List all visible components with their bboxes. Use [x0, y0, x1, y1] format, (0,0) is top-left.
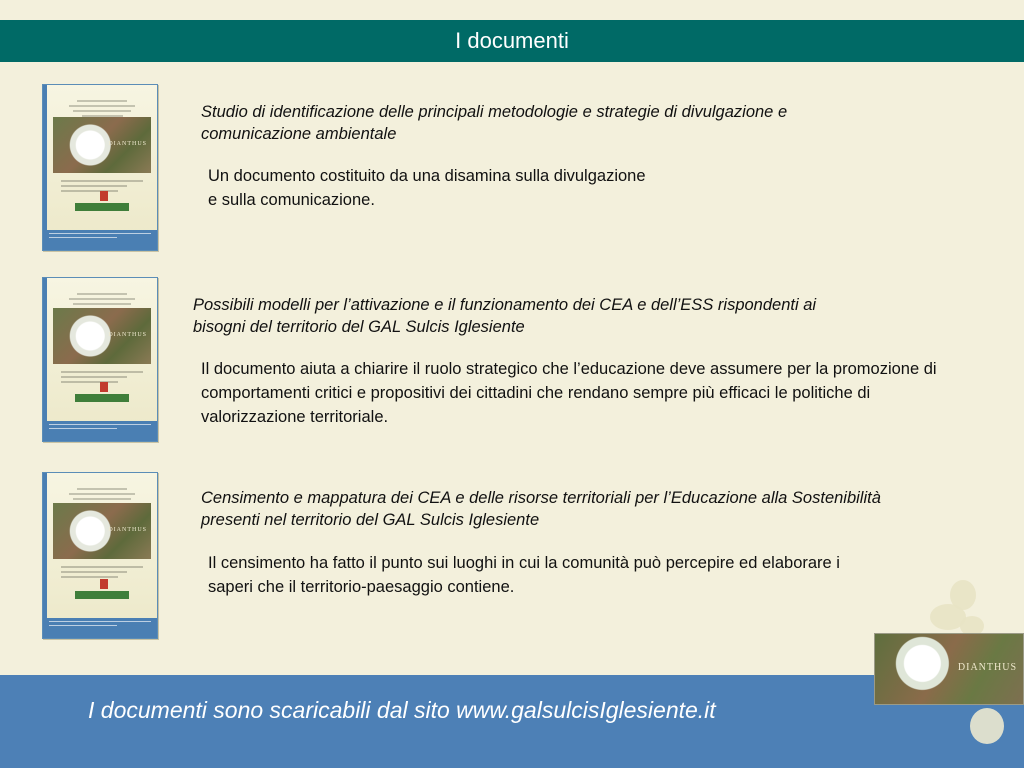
document-cover-1[interactable]	[42, 84, 158, 251]
document-cover-2[interactable]	[42, 277, 158, 442]
petal-decoration	[970, 708, 1004, 744]
dianthus-brand: DIANTHUS	[957, 662, 1017, 673]
document-title-1: Studio di identificazione delle principali metodologie e strategie di divulgazione e comunicazione ambientale	[201, 103, 788, 143]
cover-brand: DIANTHUS	[108, 141, 147, 147]
dianthus-image	[874, 633, 1024, 705]
document-cover-3[interactable]	[42, 472, 158, 639]
cover-brand: DIANTHUS	[108, 527, 147, 533]
document-title-2: Possibili modelli per l’attivazione e il funzionamento dei CEA e dell’ESS rispondenti ai bisogni del territorio del GAL Sulcis Iglesiente	[193, 296, 817, 336]
cover-brand: DIANTHUS	[108, 332, 147, 338]
document-description-1: Un documento costituito da una disamina sulla divulgazione e sulla comunicazione.	[208, 167, 646, 209]
document-description-3: Il censimento ha fatto il punto sui luoghi in cui la comunità può percepire ed elaborare i saperi che il territorio-paesaggio contiene.	[208, 554, 840, 596]
footer-text: I documenti sono scaricabili dal sito www.galsulcisIglesiente.it	[88, 697, 716, 723]
page-title: I documenti	[455, 28, 569, 53]
document-description-2: Il documento aiuta a chiarire il ruolo strategico che l’educazione deve assumere per la promozione di comportamenti critici e propositivi dei cittadini che rendano sempre più efficaci le politiche di valorizzazione territoriale.	[201, 360, 937, 426]
title-bar	[0, 20, 1024, 62]
document-title-3: Censimento e mappatura dei CEA e delle risorse territoriali per l’Educazione alla Sostenibilità presenti nel territorio del GAL Sulcis Iglesiente	[201, 489, 881, 529]
